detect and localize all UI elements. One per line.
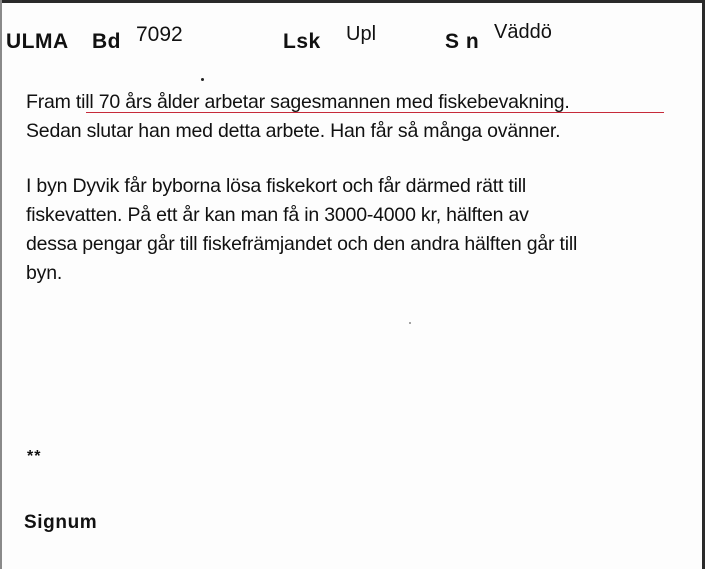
signum-label: Signum: [24, 512, 98, 533]
red-underline: [86, 112, 664, 113]
paragraph-2: I byn Dyvik får byborna lösa fiskekort och får därmed rätt till fiskevatten. På ett år kan man få in 3000-4000 kr, hälften av dessa pengar går till fiskefrämjandet och den andra hälften går till byn.: [26, 175, 578, 284]
card-border-top: [0, 0, 705, 3]
archive-label: ULMA: [6, 30, 69, 53]
sn-label: S n: [445, 30, 480, 53]
ink-dot: [201, 78, 204, 81]
card-border-left: [0, 0, 2, 569]
paper-speck: [409, 322, 411, 324]
bd-value: 7092: [136, 23, 183, 46]
stars-mark: **: [27, 448, 42, 465]
lsk-value: Upl: [346, 23, 377, 45]
lsk-label: Lsk: [283, 30, 321, 53]
paragraph-1: Fram till 70 års ålder arbetar sagesmannen med fiskebevakning. Sedan slutar han med detta arbete. Han får så många ovänner.: [26, 91, 570, 142]
bd-label: Bd: [92, 30, 121, 53]
sn-value: Väddö: [494, 21, 552, 43]
